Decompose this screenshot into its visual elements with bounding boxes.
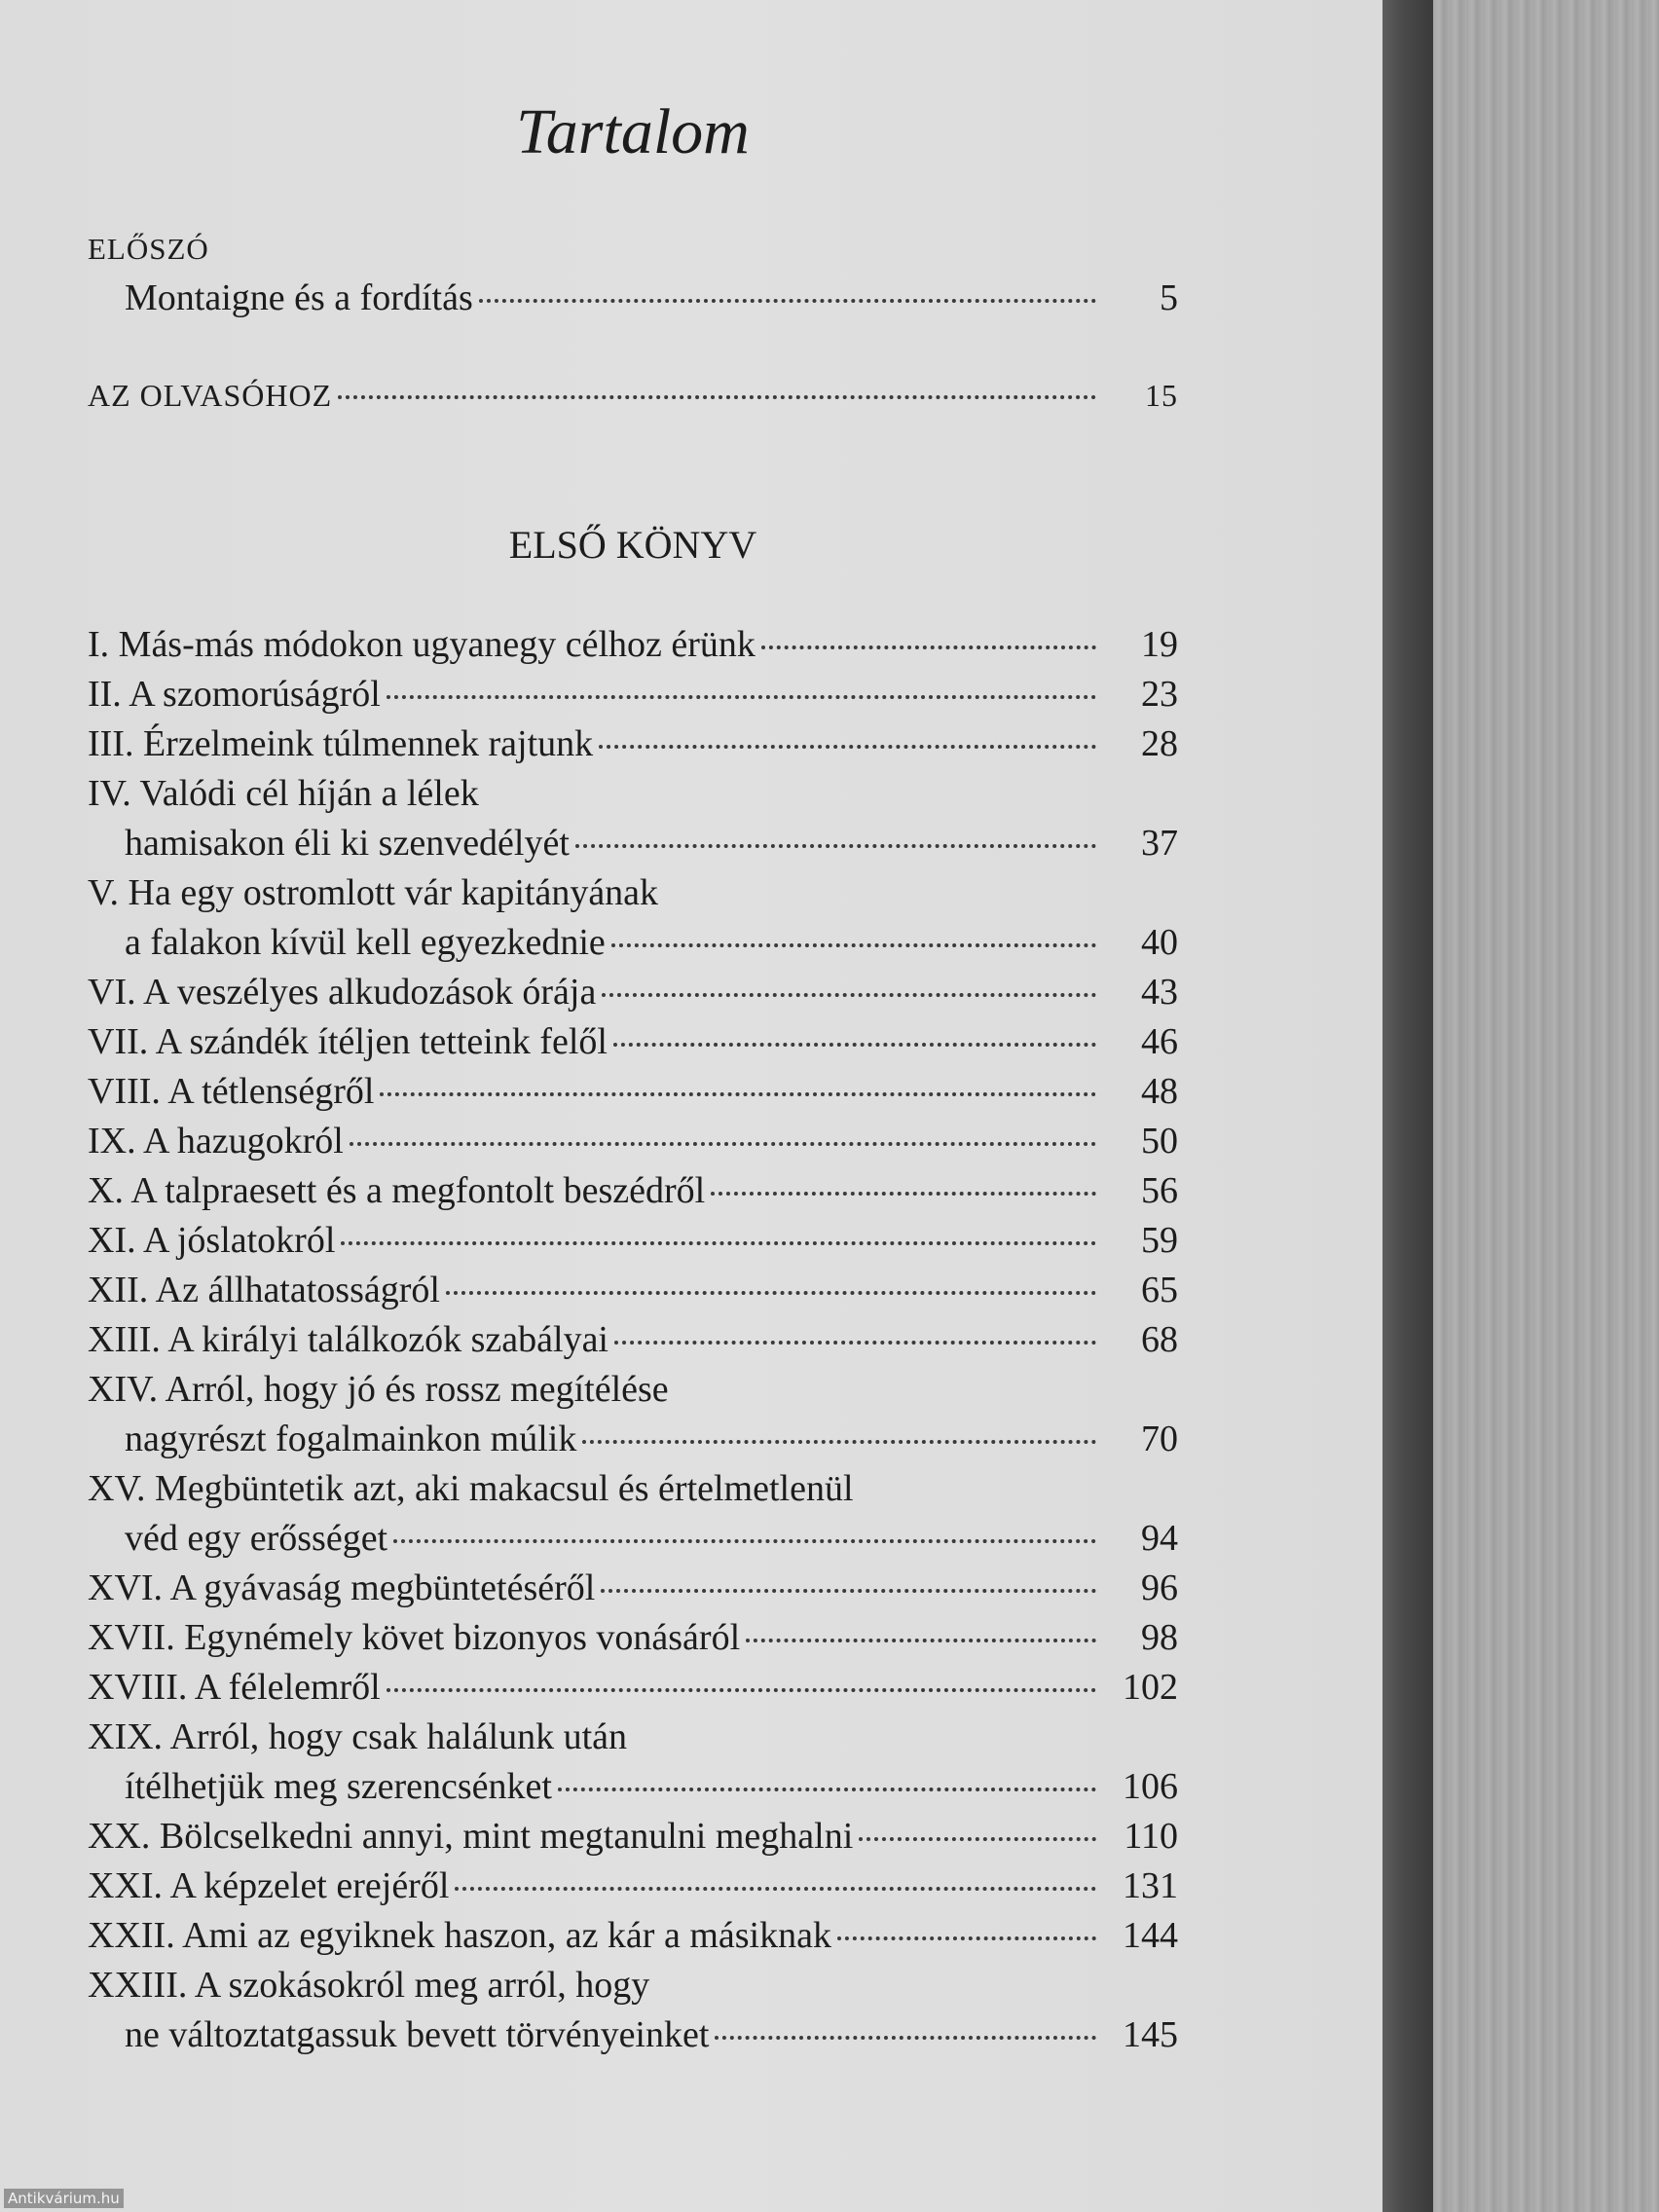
dot-leader: [599, 745, 1096, 749]
toc-entry-text: AZ OLVASÓHOZ: [88, 378, 333, 413]
dot-leader: [711, 1192, 1096, 1196]
toc-entry-page: 5: [1160, 277, 1178, 318]
dot-leader: [613, 1043, 1096, 1047]
dot-leader: [837, 1936, 1096, 1940]
toc-entry: [88, 1120, 1178, 1168]
toc-entry-page: 23: [1141, 674, 1178, 715]
toc-entry-page: 19: [1141, 624, 1178, 665]
toc-entry-text: IX. A hazugokról: [88, 1121, 344, 1161]
toc-entry-title-line: XV. Megbüntetik azt, aki makacsul és értelmetlenül: [88, 1468, 854, 1509]
toc-entry: [88, 971, 1178, 1019]
toc-entry: [125, 2013, 1178, 2062]
section-label-eloszo: ELŐSZÓ: [88, 232, 209, 266]
toc-entry: [88, 623, 1178, 672]
dot-leader: [350, 1142, 1096, 1146]
toc-entry-page: 59: [1141, 1220, 1178, 1261]
toc-entry-page: 102: [1123, 1667, 1178, 1708]
dot-leader: [479, 299, 1096, 303]
toc-entry-page: 48: [1141, 1071, 1178, 1112]
dot-leader: [601, 1589, 1096, 1593]
toc-entry-page: 37: [1141, 823, 1178, 864]
dot-leader: [387, 695, 1096, 699]
toc-entry-text: XXII. Ami az egyiknek haszon, az kár a másiknak: [88, 1915, 831, 1956]
toc-entry-az-olvasohoz: [88, 378, 1178, 426]
toc-entry: [88, 1219, 1178, 1268]
toc-entry-page: 94: [1141, 1518, 1178, 1559]
toc-entry: [88, 1318, 1178, 1367]
toc-entry: [88, 1567, 1178, 1615]
toc-entry: [88, 1020, 1178, 1069]
toc-entry-text: hamisakon éli ki szenvedélyét: [125, 823, 570, 864]
dot-leader: [715, 2036, 1096, 2040]
toc-entry-text: I. Más-más módokon ugyanegy célhoz érünk: [88, 624, 756, 665]
page-title: Tartalom: [516, 96, 750, 167]
toc-entry-text: III. Érzelmeink túlmennek rajtunk: [88, 723, 594, 764]
toc-entry-text: nagyrészt fogalmainkon múlik: [125, 1419, 577, 1459]
toc-entry-text: XVI. A gyávaság megbüntetéséről: [88, 1567, 596, 1608]
dot-leader: [761, 645, 1096, 649]
dot-leader: [859, 1837, 1096, 1841]
toc-entry-text: II. A szomorúságról: [88, 674, 381, 715]
toc-entry: [125, 1418, 1178, 1466]
toc-entry-page: 131: [1123, 1865, 1178, 1906]
toc-entry: [88, 1864, 1178, 1913]
toc-entry-text: XII. Az állhatatosságról: [88, 1270, 440, 1310]
dot-leader: [602, 993, 1096, 997]
toc-entry-page: 15: [1145, 378, 1178, 413]
toc-entry-text: Montaigne és a fordítás: [125, 277, 473, 318]
toc-entry: [88, 1616, 1178, 1665]
toc-entry-text: XXI. A képzelet erejéről: [88, 1865, 450, 1906]
toc-entry-page: 50: [1141, 1121, 1178, 1161]
toc-entry-text: XIII. A királyi találkozók szabályai: [88, 1319, 608, 1360]
toc-entry-title-line: XXIII. A szokásokról meg arról, hogy: [88, 1965, 650, 2006]
toc-entry-title-line: V. Ha egy ostromlott vár kapitányának: [88, 872, 659, 913]
watermark: Antikvárium.hu: [4, 2189, 124, 2208]
toc-entry: [88, 1269, 1178, 1317]
toc-entry: [125, 1765, 1178, 1814]
toc-entry: [88, 1815, 1178, 1863]
dot-leader: [387, 1688, 1096, 1692]
toc-entry-page: 28: [1141, 723, 1178, 764]
dot-leader: [614, 1341, 1096, 1345]
toc-entry: [125, 1517, 1178, 1566]
toc-entry-text: ítélhetjük meg szerencsénket: [125, 1766, 552, 1807]
toc-entry: [88, 673, 1178, 721]
toc-entry-page: 145: [1123, 2014, 1178, 2055]
dot-leader: [455, 1887, 1096, 1891]
dot-leader: [746, 1639, 1096, 1642]
toc-entry-page: 98: [1141, 1617, 1178, 1658]
toc-entry: [88, 1666, 1178, 1714]
toc-entry-text: VII. A szándék ítéljen tetteink felől: [88, 1021, 608, 1062]
toc-entry-title-line: IV. Valódi cél híján a lélek: [88, 773, 479, 814]
toc-entry-page: 46: [1141, 1021, 1178, 1062]
toc-entry-text: véd egy erősséget: [125, 1518, 388, 1559]
background-surface: [1433, 0, 1659, 2212]
dot-leader: [582, 1440, 1096, 1444]
toc-entry-text: a falakon kívül kell egyezkednie: [125, 922, 606, 963]
toc-entry-page: 65: [1141, 1270, 1178, 1310]
dot-leader: [575, 844, 1096, 848]
toc-entry-page: 56: [1141, 1170, 1178, 1211]
toc-entry-text: XI. A jóslatokról: [88, 1220, 336, 1261]
dot-leader: [558, 1788, 1096, 1791]
toc-entry-text: VI. A veszélyes alkudozások órája: [88, 972, 597, 1013]
toc-entry-eloszo: [125, 276, 1178, 325]
toc-entry-page: 40: [1141, 922, 1178, 963]
toc-entry-text: XVII. Egynémely követ bizonyos vonásáról: [88, 1617, 741, 1658]
book-spine: [1382, 0, 1433, 2212]
toc-entry-title-line: XIV. Arról, hogy jó és rossz megítélése: [88, 1369, 669, 1410]
toc-entry-page: 144: [1123, 1915, 1178, 1956]
book-title: ELSŐ KÖNYV: [508, 523, 757, 567]
dot-leader: [611, 943, 1096, 947]
toc-entry: [125, 921, 1178, 970]
toc-entry-text: VIII. A tétlenségről: [88, 1071, 375, 1112]
toc-entry: [88, 1914, 1178, 1963]
toc-entry-page: 110: [1124, 1816, 1178, 1857]
toc-entry: [88, 1070, 1178, 1119]
dot-leader: [380, 1092, 1096, 1096]
toc-entry-page: 96: [1141, 1567, 1178, 1608]
toc-entry-text: XVIII. A félelemről: [88, 1667, 381, 1708]
toc-entry-text: ne változtatgassuk bevett törvényeinket: [125, 2014, 710, 2055]
dot-leader: [338, 395, 1096, 399]
toc-entry-page: 70: [1141, 1419, 1178, 1459]
dot-leader: [341, 1241, 1096, 1245]
dot-leader: [446, 1291, 1096, 1295]
toc-entry-title-line: XIX. Arról, hogy csak halálunk után: [88, 1716, 628, 1757]
toc-entry: [88, 722, 1178, 771]
toc-entry-page: 43: [1141, 972, 1178, 1013]
toc-entry-text: X. A talpraesett és a megfontolt beszédről: [88, 1170, 706, 1211]
toc-entry-page: 68: [1141, 1319, 1178, 1360]
toc-entry-text: XX. Bölcselkedni annyi, mint megtanulni meghalni: [88, 1816, 854, 1857]
toc-entry: [125, 822, 1178, 870]
toc-entry-page: 106: [1123, 1766, 1178, 1807]
dot-leader: [393, 1539, 1096, 1543]
toc-entry: [88, 1169, 1178, 1218]
